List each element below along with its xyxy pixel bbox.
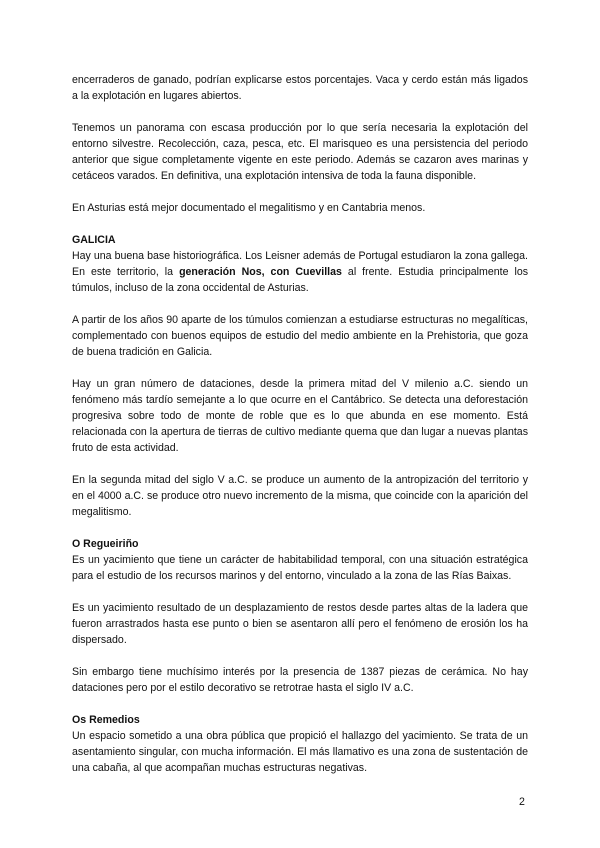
section-heading-regueirino: O Regueiriño [72,538,139,550]
paragraph: A partir de los años 90 aparte de los túmulos comienzan a estudiarse estructuras no megalíticas, complementado con buenos equipos de estudio del medio ambiente en la Prehistoria, que goza de buena tradición en Galicia. [72,314,528,358]
paragraph-text: Hay una buena base historiográfica. Los Leisner además de Portugal estudiaron la zona gallega. En este territorio, la [72,250,528,278]
paragraph: Un espacio sometido a una obra pública que propició el hallazgo del yacimiento. Se trata de un asentamiento singular, con mucha información. El más llamativo es una zona de sustentación de una cabaña, al que acompañan muchas estructuras negativas. [72,730,528,774]
paragraph: Tenemos un panorama con escasa producción por lo que sería necesaria la explotación del entorno silvestre. Recolección, caza, pesca, etc. El marisqueo es una persistencia del periodo anterior que sigue completamente vigente en este periodo. Además se cazaron aves marinas y cetáceos varados. En definitiva, una explotación intensiva de toda la fauna disponible. [72,122,528,182]
paragraph: Es un yacimiento resultado de un desplazamiento de restos desde partes altas de la ladera que fueron arrastrados hasta ese punto o bien se asentaron allí pero el fenómeno de erosión los ha dispersado. [72,602,528,646]
paragraph [72,248,528,296]
document-body [72,72,528,792]
section-heading-remedios: Os Remedios [72,714,140,726]
paragraph: En la segunda mitad del siglo V a.C. se produce un aumento de la antropización del territorio y en el 4000 a.C. se produce otro nuevo incremento de la misma, que coincide con la aparición del megalitismo. [72,474,528,518]
bold-text: generación Nos, con Cuevillas [179,266,342,278]
section-heading-galicia: GALICIA [72,234,116,246]
paragraph: encerraderos de ganado, podrían explicarse estos porcentajes. Vaca y cerdo están más ligados a la explotación en lugares abiertos. [72,74,528,102]
page-number: 2 [519,796,525,808]
paragraph: Hay un gran número de dataciones, desde la primera mitad del V milenio a.C. siendo un fenómeno más tardío semejante a lo que ocurre en el Cantábrico. Se detecta una deforestación progresiva sobre todo de monte de roble que es lo que abunda en ese momento. Está relacionada con la apertura de tierras de cultivo mediante quema que dan lugar a nuevas plantas fruto de esta actividad. [72,378,528,454]
paragraph: Es un yacimiento que tiene un carácter de habitabilidad temporal, con una situación estratégica para el estudio de los recursos marinos y del entorno, vinculado a la zona de las Rías Baixas. [72,554,528,582]
paragraph: En Asturias está mejor documentado el megalitismo y en Cantabria menos. [72,202,426,214]
paragraph: Sin embargo tiene muchísimo interés por la presencia de 1387 piezas de cerámica. No hay dataciones pero por el estilo decorativo se retrotrae hasta el siglo IV a.C. [72,666,528,694]
paragraph-text: al frente. Estudia principalmente los túmulos, incluso de la zona occidental de Asturias. [72,266,529,294]
